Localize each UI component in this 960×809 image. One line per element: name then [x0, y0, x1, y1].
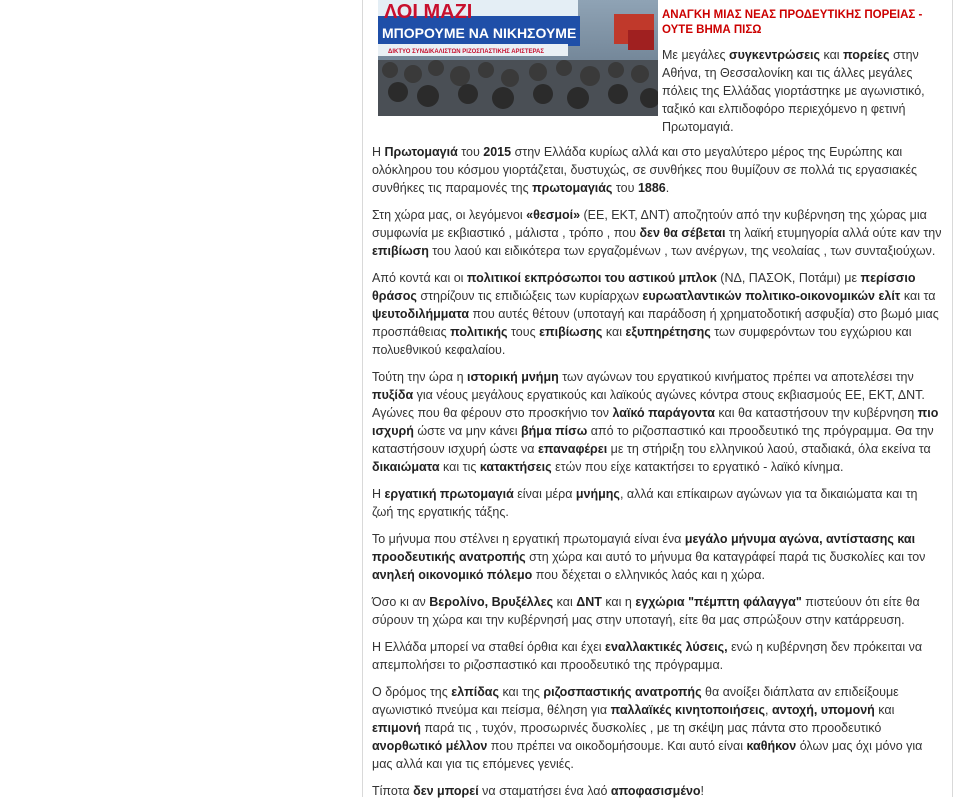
- text-run: και η: [602, 595, 635, 609]
- emphasis-text: πυξίδα: [372, 388, 413, 402]
- text-run: στηρίζουν τις επιδιώξεις των κυρίαρχων: [417, 289, 643, 303]
- emphasis-text: εναλλακτικές λύσεις,: [605, 640, 728, 654]
- emphasis-text: ανορθωτικό μέλλον: [372, 739, 487, 753]
- paragraph-1: [372, 143, 942, 197]
- paragraph-2: [372, 206, 942, 260]
- emphasis-text: ιστορική μνήμη: [467, 370, 559, 384]
- text-run: Με μεγάλες: [662, 48, 729, 62]
- emphasis-text: ψευτοδιλήμματα: [372, 307, 469, 321]
- paragraph-6: [372, 530, 942, 584]
- emphasis-text: εργατική πρωτομαγιά: [385, 487, 514, 501]
- text-run: Το μήνυμα που στέλνει η εργατική πρωτομαγιά είναι ένα: [372, 532, 685, 546]
- text-run: και της: [499, 685, 543, 699]
- article-photo[interactable]: [378, 0, 658, 116]
- text-run: στην Αθήνα, τη Θεσσαλονίκη και τις άλλες μεγάλες πόλεις της Ελλάδας γιορτάστηκε με αγωνιστικό, ταξικό και ελπιδοφόρο περιεχόμενο η φετινή Πρωτομαγιά.: [662, 48, 925, 134]
- text-run: που πρέπει να οικοδομήσουμε. Και αυτό είναι: [487, 739, 746, 753]
- text-run: ετών που είχε κατακτήσει το εργατικό - λαϊκό κίνημα.: [552, 460, 844, 474]
- emphasis-text: ριζοσπαστικής ανατροπής: [543, 685, 701, 699]
- text-run: του: [458, 145, 484, 159]
- text-run: Η: [372, 487, 385, 501]
- paragraph-8: [372, 638, 942, 674]
- banner-text-line3: ΔΙΚΤΥΟ ΣΥΝΔΙΚΑΛΙΣΤΩΝ ΡΙΖΟΣΠΑΣΤΙΚΗΣ ΑΡΙΣΤΕΡΑΣ: [388, 49, 544, 55]
- emphasis-text: ανηλεή οικονομικό πόλεμο: [372, 568, 532, 582]
- text-run: είναι μέρα: [514, 487, 576, 501]
- text-run: των αγώνων του εργατικού κινήματος πρέπει να αποτελέσει την: [559, 370, 914, 384]
- text-run: από το ριζοσπαστικό και προοδευτικό της πρόγραμμα. Θα την καταστήσουν ισχυρή ώστε να: [372, 424, 934, 456]
- emphasis-text: πολιτικοί εκπρόσωποι του αστικού μπλοκ: [467, 271, 717, 285]
- emphasis-text: συγκεντρώσεις: [729, 48, 820, 62]
- text-run: που αυτές θέτουν (υποταγή και παράδοση ή χρηματοδοτική ασφυξία) στο βωμό μιας προσπάθειας: [372, 307, 939, 339]
- emphasis-text: βήμα πίσω: [521, 424, 587, 438]
- text-run: για νέους μεγάλους εργατικούς και λαϊκούς αγώνες κόντρα στους εκβιασμούς ΕΕ, ΕΚΤ, ΔΝΤ. Αγώνες που θα φέρουν στο προσκήνιο τον: [372, 388, 925, 420]
- text-run: να σταματήσει ένα λαό: [479, 784, 611, 798]
- emphasis-text: πολιτικής: [450, 325, 507, 339]
- text-run: στην Ελλάδα κυρίως αλλά και στο μεγαλύτερο μέρος της Ευρώπης και ολόκληρου του κόσμου γιορτάζεται, δυστυχώς, σε συνθήκες που θυμίζουν σε πολλά τις εργασιακές συνθήκες τις παραμονές της: [372, 145, 917, 195]
- text-run: Από κοντά και οι: [372, 271, 467, 285]
- emphasis-text: περίσσιο θράσος: [372, 271, 915, 303]
- text-run: Ο δρόμος της: [372, 685, 451, 699]
- text-run: με τη στήριξη του ελληνικού λαού, σταδιακά, όλα εκείνα τα: [607, 442, 931, 456]
- text-run: του λαού και ειδικότερα των εργαζομένων , των ανέργων, της νεολαίας , των συνταξιούχων.: [429, 244, 936, 258]
- text-run: ενώ η κυβέρνηση δεν πρόκειται να απεμπολήσει το ριζοσπαστικό και προοδευτικό της πρόγραμμα.: [372, 640, 922, 672]
- text-run: , αλλά και επίκαιρων αγώνων για τα δικαιώματα και τη ζωή της εργατικής τάξης.: [372, 487, 917, 519]
- text-run: που δέχεται ο ελληνικός λαός και η χώρα.: [532, 568, 765, 582]
- paragraph-7: [372, 593, 942, 629]
- emphasis-text: 2015: [483, 145, 511, 159]
- text-run: του: [612, 181, 638, 195]
- text-run: και θα καταστήσουν την κυβέρνηση: [715, 406, 918, 420]
- article-title[interactable]: ΑΝΑΓΚΗ ΜΙΑΣ ΝΕΑΣ ΠΡΟΔΕΥΤΙΚΗΣ ΠΟΡΕΙΑΣ - ΟΥΤΕ ΒΗΜΑ ΠΙΣΩ: [662, 8, 932, 38]
- text-run: ,: [765, 703, 772, 717]
- emphasis-text: πορείες: [843, 48, 889, 62]
- emphasis-text: 1886: [638, 181, 666, 195]
- article-body: [372, 143, 942, 809]
- text-run: Στη χώρα μας, οι λεγόμενοι: [372, 208, 526, 222]
- lead-paragraph: [662, 46, 937, 136]
- emphasis-text: δεν θα σέβεται: [639, 226, 725, 240]
- emphasis-text: πιο ισχυρή: [372, 406, 938, 438]
- emphasis-text: δικαιώματα: [372, 460, 440, 474]
- text-run: και: [820, 48, 843, 62]
- text-run: (ΕΕ, ΕΚΤ, ΔΝΤ) αποζητούν από την κυβέρνηση της χώρας μια συμφωνία με εκβιαστικό , μάλιστα , τρόπο , που: [372, 208, 927, 240]
- emphasis-text: εγχώρια "πέμπτη φάλαγγα": [635, 595, 801, 609]
- text-run: και: [602, 325, 625, 339]
- paragraph-10: [372, 782, 942, 800]
- content-frame-left-border: [362, 0, 363, 797]
- text-run: θα ανοίξει διάπλατα αν επιδείξουμε αγωνιστικό πνεύμα και πείσμα, θέληση για: [372, 685, 899, 717]
- emphasis-text: επιμονή: [372, 721, 421, 735]
- text-run: Τούτη την ώρα η: [372, 370, 467, 384]
- text-run: Τίποτα: [372, 784, 413, 798]
- banner-text-line1: ΛΟΙ ΜΑΖΙ: [384, 1, 472, 23]
- emphasis-text: μνήμης: [576, 487, 620, 501]
- banner-text-line2: ΜΠΟΡΟΥΜΕ ΝΑ ΝΙΚΗΣΟΥΜΕ: [382, 25, 576, 41]
- text-run: παρά τις , τυχόν, προσωρινές δυσκολίες , με τη σκέψη μας πάντα στο προοδευτικό: [421, 721, 881, 735]
- paragraph-9: [372, 683, 942, 773]
- emphasis-text: αποφασισμένο: [611, 784, 701, 798]
- text-run: όλων μας όχι μόνο για μας αλλά και για τις επόμενες γενιές.: [372, 739, 922, 771]
- text-run: των συμφερόντων του εγχώριου και πολυεθνικού κεφαλαίου.: [372, 325, 912, 357]
- emphasis-text: παλλαϊκές κινητοποιήσεις: [611, 703, 765, 717]
- emphasis-text: επιβίωση: [372, 244, 429, 258]
- paragraph-4: [372, 368, 942, 476]
- emphasis-text: Πρωτομαγιά: [385, 145, 458, 159]
- text-run: ώστε να μην κάνει: [414, 424, 521, 438]
- emphasis-text: καθήκον: [746, 739, 796, 753]
- emphasis-text: λαϊκό παράγοντα: [613, 406, 715, 420]
- text-run: και: [553, 595, 576, 609]
- emphasis-text: μεγάλο μήνυμα αγώνα, αντίστασης και προοδευτικής ανατροπής: [372, 532, 915, 564]
- emphasis-text: εξυπηρέτησης: [625, 325, 710, 339]
- emphasis-text: κατακτήσεις: [480, 460, 552, 474]
- text-run: !: [701, 784, 704, 798]
- text-run: .: [666, 181, 669, 195]
- emphasis-text: επαναφέρει: [538, 442, 607, 456]
- paragraph-5: [372, 485, 942, 521]
- text-run: τους: [508, 325, 540, 339]
- text-run: και τις: [440, 460, 480, 474]
- emphasis-text: ευρωατλαντικών πολιτικο-οικονομικών ελίτ: [642, 289, 900, 303]
- text-run: Η Ελλάδα μπορεί να σταθεί όρθια και έχει: [372, 640, 605, 654]
- text-run: Όσο κι αν: [372, 595, 429, 609]
- demonstration-photo: [378, 0, 658, 116]
- emphasis-text: ελπίδας: [451, 685, 499, 699]
- paragraph-3: [372, 269, 942, 359]
- text-run: Η: [372, 145, 385, 159]
- emphasis-text: πρωτομαγιάς: [532, 181, 612, 195]
- emphasis-text: «θεσμοί»: [526, 208, 580, 222]
- emphasis-text: επιβίωσης: [539, 325, 602, 339]
- text-run: στη χώρα και αυτό το μήνυμα θα καταγράφεί παρά τις δυσκολίες και τον: [526, 550, 926, 564]
- crowd-shapes: [378, 60, 658, 116]
- text-run: (ΝΔ, ΠΑΣΟΚ, Ποτάμι) με: [717, 271, 861, 285]
- text-run: πιστεύουν ότι είτε θα σύρουν τη χώρα και την κυβέρνησή μας στην υποταγή, είτε θα μας σπρώξουν στην κατάρρευση.: [372, 595, 920, 627]
- content-frame-right-border: [952, 0, 953, 797]
- emphasis-text: αντοχή, υπομονή: [772, 703, 875, 717]
- emphasis-text: ΔΝΤ: [576, 595, 602, 609]
- text-run: και τα: [900, 289, 935, 303]
- text-run: και: [875, 703, 895, 717]
- text-run: τη λαϊκή ετυμηγορία αλλά ούτε καν την: [725, 226, 941, 240]
- emphasis-text: Βερολίνο, Βρυξέλλες: [429, 595, 553, 609]
- emphasis-text: δεν μπορεί: [413, 784, 479, 798]
